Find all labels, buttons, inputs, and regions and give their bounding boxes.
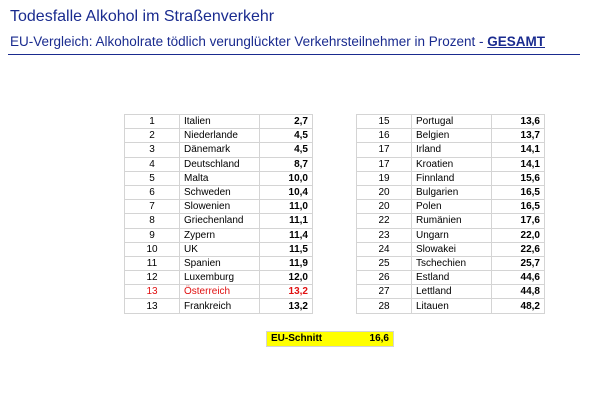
rank-cell: 10 — [125, 242, 180, 256]
rank-cell: 1 — [125, 115, 180, 129]
eu-average-label: EU-Schnitt — [271, 333, 323, 344]
table-row — [357, 115, 545, 129]
rank-cell: 3 — [125, 143, 180, 157]
rank-cell: 4 — [125, 157, 180, 171]
value-cell: 17,6 — [492, 214, 545, 228]
table-row — [125, 214, 313, 228]
table-row — [125, 285, 313, 299]
country-cell: Schweden — [180, 185, 260, 199]
rank-cell: 9 — [125, 228, 180, 242]
rank-cell: 23 — [357, 228, 412, 242]
rank-cell: 6 — [125, 185, 180, 199]
value-cell: 15,6 — [492, 171, 545, 185]
value-cell: 10,0 — [260, 171, 313, 185]
subtitle-emphasis: GESAMT — [487, 34, 545, 49]
value-cell: 11,5 — [260, 242, 313, 256]
table-row — [125, 299, 313, 313]
table-row — [125, 228, 313, 242]
value-cell: 16,5 — [492, 185, 545, 199]
ranking-table-right — [356, 114, 545, 314]
table-row — [125, 171, 313, 185]
table-row — [125, 129, 313, 143]
value-cell: 22,0 — [492, 228, 545, 242]
table-row — [357, 171, 545, 185]
value-cell: 12,0 — [260, 271, 313, 285]
table-row — [357, 200, 545, 214]
country-cell: Slowenien — [180, 200, 260, 214]
title-underline — [8, 54, 580, 55]
rank-cell: 12 — [125, 271, 180, 285]
rank-cell: 20 — [357, 185, 412, 199]
rank-cell: 16 — [357, 129, 412, 143]
table-row — [125, 115, 313, 129]
country-cell: Luxemburg — [180, 271, 260, 285]
rank-cell: 7 — [125, 200, 180, 214]
value-cell: 13,7 — [492, 129, 545, 143]
rank-cell: 17 — [357, 157, 412, 171]
country-cell: Österreich — [180, 285, 260, 299]
country-cell: Estland — [412, 271, 492, 285]
country-cell: UK — [180, 242, 260, 256]
value-cell: 16,5 — [492, 200, 545, 214]
value-cell: 44,6 — [492, 271, 545, 285]
rank-cell: 19 — [357, 171, 412, 185]
table-row — [357, 242, 545, 256]
country-cell: Rumänien — [412, 214, 492, 228]
country-cell: Niederlande — [180, 129, 260, 143]
rank-cell: 26 — [357, 271, 412, 285]
value-cell: 4,5 — [260, 143, 313, 157]
table-row — [125, 271, 313, 285]
table-row — [357, 271, 545, 285]
value-cell: 48,2 — [492, 299, 545, 313]
table-row — [125, 143, 313, 157]
table-row — [125, 185, 313, 199]
value-cell: 13,2 — [260, 285, 313, 299]
value-cell: 8,7 — [260, 157, 313, 171]
table-row — [357, 214, 545, 228]
table-row — [357, 228, 545, 242]
country-cell: Italien — [180, 115, 260, 129]
country-cell: Tschechien — [412, 256, 492, 270]
page-title: Todesfalle Alkohol im Straßenverkehr — [10, 8, 275, 25]
country-cell: Zypern — [180, 228, 260, 242]
country-cell: Portugal — [412, 115, 492, 129]
rank-cell: 17 — [357, 143, 412, 157]
rank-cell: 24 — [357, 242, 412, 256]
value-cell: 11,0 — [260, 200, 313, 214]
country-cell: Dänemark — [180, 143, 260, 157]
rank-cell: 13 — [125, 285, 180, 299]
table-row — [125, 242, 313, 256]
country-cell: Polen — [412, 200, 492, 214]
table-row — [357, 285, 545, 299]
value-cell: 13,2 — [260, 299, 313, 313]
country-cell: Spanien — [180, 256, 260, 270]
country-cell: Lettland — [412, 285, 492, 299]
value-cell: 2,7 — [260, 115, 313, 129]
value-cell: 44,8 — [492, 285, 545, 299]
table-row — [357, 157, 545, 171]
rank-cell: 13 — [125, 299, 180, 313]
subtitle-text: EU-Vergleich: Alkoholrate tödlich verunglückter Verkehrsteilnehmer in Prozent - — [10, 34, 488, 49]
ranking-table-left — [124, 114, 313, 314]
value-cell: 11,4 — [260, 228, 313, 242]
country-cell: Belgien — [412, 129, 492, 143]
country-cell: Griechenland — [180, 214, 260, 228]
table-row — [357, 129, 545, 143]
country-cell: Frankreich — [180, 299, 260, 313]
rank-cell: 27 — [357, 285, 412, 299]
eu-average-box — [266, 331, 394, 347]
country-cell: Irland — [412, 143, 492, 157]
country-cell: Bulgarien — [412, 185, 492, 199]
rank-cell: 25 — [357, 256, 412, 270]
rank-cell: 20 — [357, 200, 412, 214]
rank-cell: 28 — [357, 299, 412, 313]
rank-cell: 5 — [125, 171, 180, 185]
value-cell: 10,4 — [260, 185, 313, 199]
page-subtitle — [10, 34, 590, 49]
country-cell: Deutschland — [180, 157, 260, 171]
value-cell: 25,7 — [492, 256, 545, 270]
country-cell: Ungarn — [412, 228, 492, 242]
table-row — [357, 185, 545, 199]
table-row — [125, 200, 313, 214]
value-cell: 14,1 — [492, 143, 545, 157]
value-cell: 11,1 — [260, 214, 313, 228]
rank-cell: 11 — [125, 256, 180, 270]
country-cell: Malta — [180, 171, 260, 185]
country-cell: Slowakei — [412, 242, 492, 256]
rank-cell: 2 — [125, 129, 180, 143]
rank-cell: 22 — [357, 214, 412, 228]
table-row — [357, 256, 545, 270]
rank-cell: 15 — [357, 115, 412, 129]
value-cell: 14,1 — [492, 157, 545, 171]
country-cell: Kroatien — [412, 157, 492, 171]
value-cell: 4,5 — [260, 129, 313, 143]
value-cell: 11,9 — [260, 256, 313, 270]
country-cell: Litauen — [412, 299, 492, 313]
value-cell: 13,6 — [492, 115, 545, 129]
eu-average-value: 16,6 — [369, 333, 389, 344]
table-row — [125, 157, 313, 171]
table-row — [357, 143, 545, 157]
value-cell: 22,6 — [492, 242, 545, 256]
table-row — [125, 256, 313, 270]
rank-cell: 8 — [125, 214, 180, 228]
table-row — [357, 299, 545, 313]
country-cell: Finnland — [412, 171, 492, 185]
